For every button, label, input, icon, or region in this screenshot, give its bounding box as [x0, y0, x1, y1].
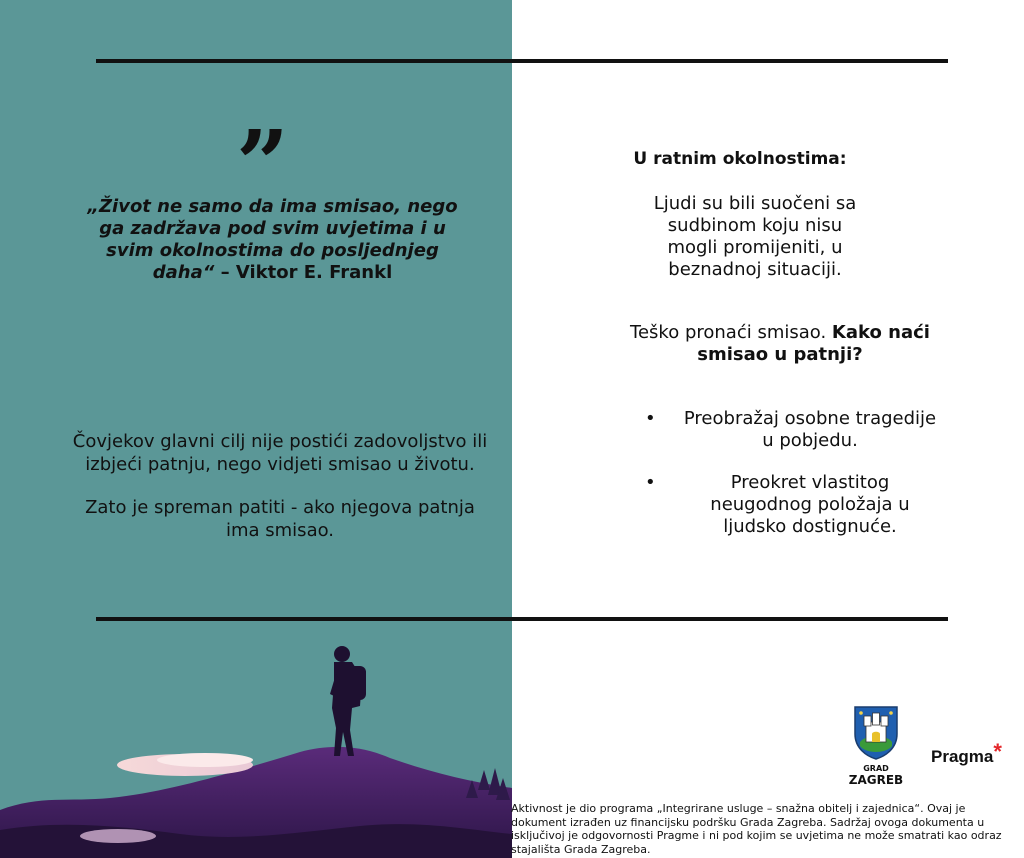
bullet-list [640, 408, 940, 558]
left-paragraph-2: Zato je spreman patiti - ako njegova patnja ima smisao. [85, 497, 475, 541]
grad-label: GRAD [863, 764, 889, 773]
right-paragraph-2-plain: Teško pronaći smisao. [630, 322, 832, 343]
right-paragraph-2-bold: Kako naći smisao u patnji? [697, 322, 930, 365]
list-item [640, 408, 940, 452]
quote-italic-text: „Život ne samo da ima smisao, nego ga zadržava pod svim uvjetima i u svim okolnostima do posljednjeg daha“ [87, 196, 458, 283]
right-paragraph-1: Ljudi su bili suočeni sa sudbinom koju nisu mogli promijeniti, u beznadnoj situaciji. [653, 193, 857, 280]
bullet-text: Preokret vlastitog neugodnog položaja u ljudsko dostignuće. [710, 472, 910, 537]
left-body-text [70, 430, 490, 562]
bullet-text: Preobražaj osobne tragedije u pobjedu. [683, 408, 937, 451]
right-paragraph-2 [630, 322, 930, 366]
frankl-quote [80, 196, 465, 284]
quote-author: – Viktor E. Frankl [214, 262, 393, 283]
bullet-icon: • [645, 472, 656, 493]
pragma-logo [931, 739, 1002, 768]
funding-disclaimer: Aktivnost je dio programa „Integrirane usluge – snažna obitelj i zajednica“. Ovaj je dokument izrađen uz financijsku podršku Grada Zagreba. Sadržaj ovoga dokumenta u isključivoj je odgovornosti Pragme i ni pod kojim se uvjetima ne može smatrati kao odraz stajališta Grada Zagreba. [511, 802, 1002, 856]
hiker-illustration [0, 620, 512, 858]
top-divider [96, 59, 948, 63]
quote-icon: ” [236, 110, 283, 218]
zagreb-label: ZAGREB [848, 773, 904, 787]
list-item [640, 472, 940, 538]
bottom-divider [96, 617, 948, 621]
pragma-text: Pragma [931, 747, 994, 766]
bullet-icon: • [645, 408, 656, 429]
left-paragraph-1: Čovjekov glavni cilj nije postići zadovoljstvo ili izbjeći patnju, nego vidjeti smisao u životu. [72, 431, 488, 475]
asterisk-icon: * [993, 739, 1002, 764]
right-heading: U ratnim okolnostima: [633, 149, 847, 169]
zagreb-crest-icon [852, 704, 900, 760]
